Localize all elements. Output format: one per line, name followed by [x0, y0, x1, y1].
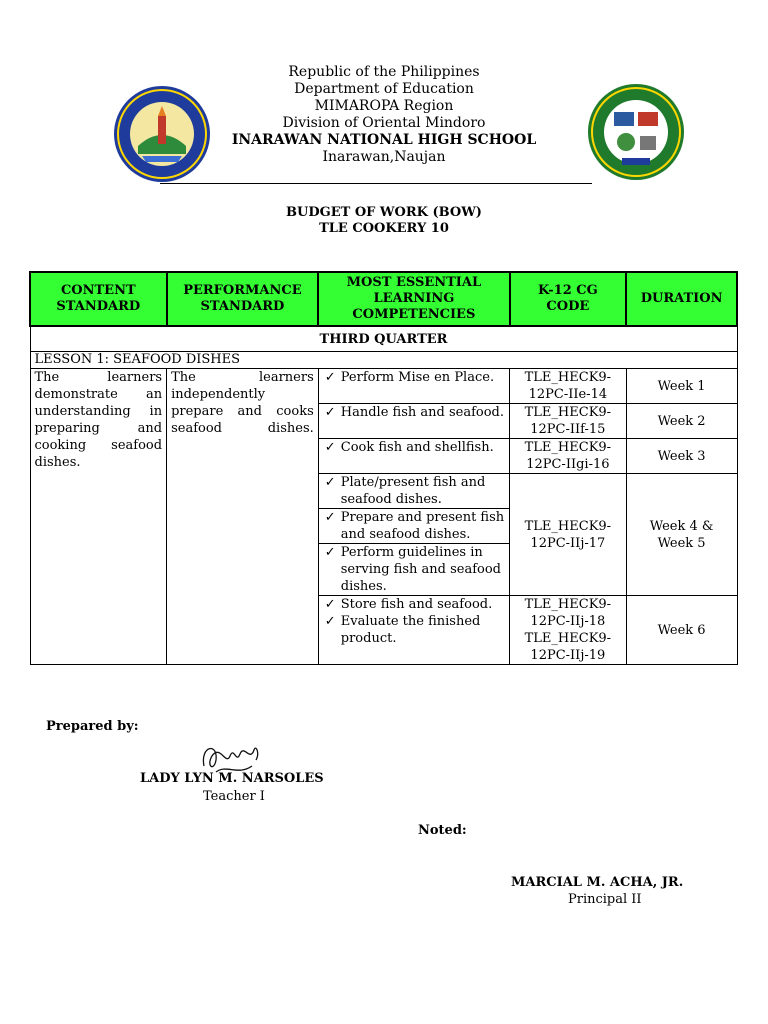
table-row — [30, 369, 737, 404]
title-subject: TLE COOKERY 10 — [319, 221, 449, 236]
check-icon: ✓ — [324, 475, 336, 490]
competency-cell — [318, 596, 509, 665]
check-icon: ✓ — [324, 597, 336, 612]
competency-cell — [318, 369, 509, 404]
performance-standard-cell: The learners independently prepare and cooks seafood dishes. — [167, 369, 319, 665]
check-icon: ✓ — [324, 545, 336, 560]
header-performance-standard: PERFORMANCE STANDARD — [167, 272, 319, 326]
prepared-by-label: Prepared by: — [46, 719, 139, 734]
letterhead-line: Department of Education — [294, 81, 474, 97]
cg-code-text: TLE_HECK9-12PC-IIj-18 — [524, 597, 612, 629]
duration-cell: Week 6 — [626, 596, 737, 665]
cg-code-cell: TLE_HECK9-12PC-IIe-14 — [510, 369, 627, 404]
competency-text: Cook fish and shellfish. — [340, 440, 494, 455]
competency-text: Handle fish and seafood. — [340, 405, 504, 420]
school-address: Inarawan,Naujan — [322, 149, 446, 165]
check-icon: ✓ — [324, 370, 336, 385]
competency-cell — [318, 544, 509, 596]
cg-code-cell — [510, 596, 627, 665]
letterhead-line: Republic of the Philippines — [288, 64, 480, 80]
school-name: INARAWAN NATIONAL HIGH SCHOOL — [231, 132, 537, 148]
noter-name: MARCIAL M. ACHA, JR. — [511, 875, 684, 890]
duration-cell: Week 3 — [626, 439, 737, 474]
noter-title: Principal II — [568, 892, 642, 907]
competency-cell — [318, 404, 509, 439]
cg-code-cell: TLE_HECK9-12PC-IIgi-16 — [510, 439, 627, 474]
cg-code-cell: TLE_HECK9-12PC-IIf-15 — [510, 404, 627, 439]
duration-cell: Week 2 — [626, 404, 737, 439]
document-title — [0, 205, 768, 237]
lesson-row — [30, 352, 737, 369]
letterhead-line: MIMAROPA Region — [314, 98, 454, 114]
duration-cell: Week 1 — [626, 369, 737, 404]
content-standard-cell: The learners demonstrate an understanding in preparing and cooking seafood dishes. — [30, 369, 167, 665]
header-divider — [160, 183, 592, 184]
quarter-label: THIRD QUARTER — [30, 326, 737, 352]
header-content-standard: CONTENT STANDARD — [30, 272, 167, 326]
division-seal-logo — [112, 84, 212, 184]
header-cg-code: K-12 CG CODE — [510, 272, 627, 326]
table-header-row — [30, 272, 737, 326]
letterhead-line: Division of Oriental Mindoro — [282, 115, 486, 131]
cg-code-cell: TLE_HECK9-12PC-IIj-17 — [510, 474, 627, 596]
title-line: BUDGET OF WORK (BOW) — [286, 205, 482, 220]
competency-text: Perform Mise en Place. — [340, 370, 495, 385]
competency-cell — [318, 509, 509, 544]
competency-text: Plate/present fish and seafood dishes. — [340, 475, 486, 507]
quarter-row — [30, 326, 737, 352]
cg-code-text: TLE_HECK9-12PC-IIj-19 — [524, 631, 612, 663]
check-icon: ✓ — [324, 510, 336, 525]
competency-text: Evaluate the finished product. — [340, 614, 481, 646]
competency-cell — [318, 439, 509, 474]
competency-text: Prepare and present fish and seafood dishes. — [340, 510, 505, 542]
competency-text: Store fish and seafood. — [340, 597, 493, 612]
check-icon: ✓ — [324, 440, 336, 455]
duration-cell: Week 4 & Week 5 — [626, 474, 737, 596]
lesson-label: LESSON 1: SEAFOOD DISHES — [30, 352, 737, 369]
preparer-title: Teacher I — [203, 789, 265, 804]
check-icon: ✓ — [324, 614, 336, 629]
noted-label: Noted: — [418, 823, 467, 838]
competency-text: Perform guidelines in serving fish and seafood dishes. — [340, 545, 501, 594]
header-competencies: MOST ESSENTIAL LEARNING COMPETENCIES — [318, 272, 509, 326]
header-duration: DURATION — [626, 272, 737, 326]
competency-cell — [318, 474, 509, 509]
budget-of-work-table — [29, 271, 738, 665]
preparer-name: LADY LYN M. NARSOLES — [140, 771, 324, 786]
school-seal-logo — [586, 82, 686, 182]
check-icon: ✓ — [324, 405, 336, 420]
